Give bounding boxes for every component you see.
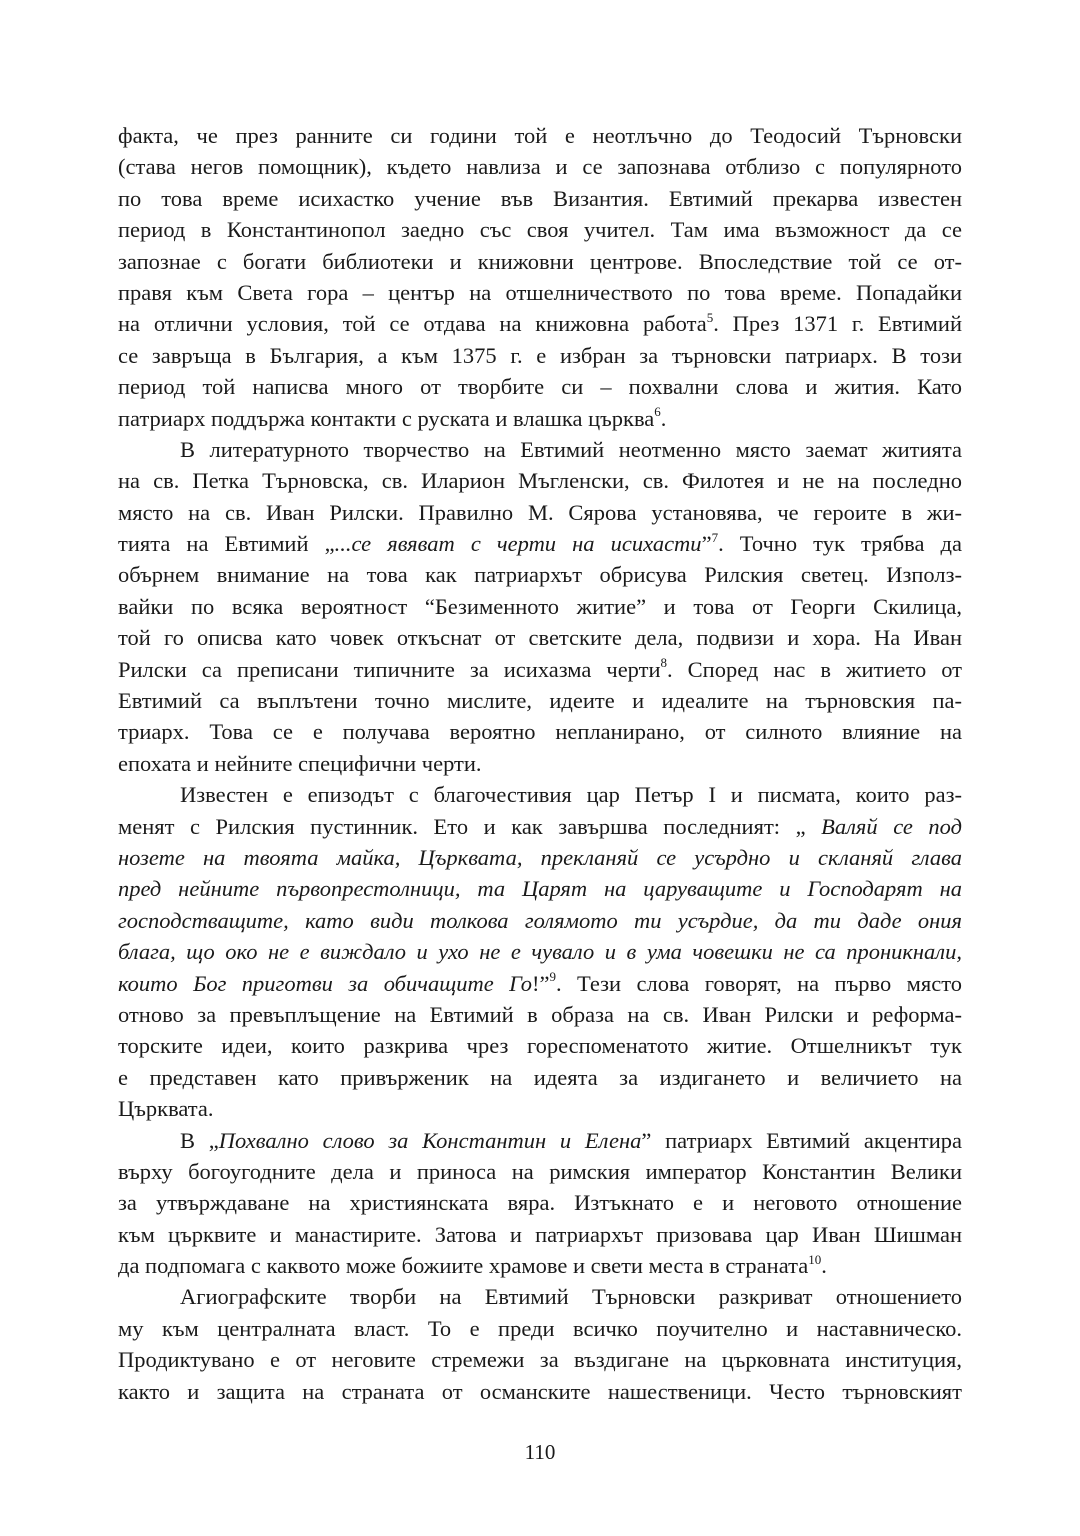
text-run: да подпомага с каквото може божиите храмове и свети места в страната [118,1253,809,1279]
text-line [118,497,962,528]
text-line [118,1313,962,1344]
footnote-ref: 8 [660,655,668,671]
text-run: В „ [180,1127,219,1153]
text-run: епохата и нейните специфични черти. [118,750,482,776]
text-run: към църквите и манастирите. Затова и патриархът призовава цар Иван Шишман [118,1221,962,1247]
text-line [118,1281,962,1312]
text-run: за утвърждаване на християнската вяра. Изтъкнато е и неговото отношение [118,1190,962,1216]
text-run: . Според нас в житието от [667,656,962,682]
italic-text: Похвално слово за Константин и Елена [218,1127,642,1153]
text-line [118,559,962,590]
text-run: Продиктувано е от неговите стремежи за въздигане на църковната институция, [118,1347,962,1373]
text-run: по това време исихастко учение във Византия. Евтимий прекарва известен [118,185,962,211]
italic-text: ...се явяват с черти на исихасти [334,531,702,557]
text-line [118,779,962,810]
text-run: . [660,405,667,431]
text-line [118,873,962,904]
text-line [118,999,962,1030]
text-run: обърнем внимание на това как патриархът обрисува Рилския светец. Използ- [118,562,962,588]
body-text [118,120,962,1407]
page-number: 110 [524,1440,556,1464]
italic-text: блага, що око не е виждало и ухо не е чувало и в ума човешки не са проникнали, [118,939,962,965]
italic-text: пред нейните първопрестолници, та Царят на царуващите и Господарят на [118,876,962,902]
text-run: на св. Петка Търновска, св. Иларион Мъгленски, св. Филотея и не на последно [118,468,962,494]
text-run: правя към Света гора – център на отшелничеството по това време. Попадайки [118,279,962,305]
text-line [118,1093,962,1124]
text-run: . Тези слова говорят, на първо място [555,970,962,996]
text-run: на отлични условия, той се отдава на книжовна работа [118,311,707,337]
text-line [118,1376,962,1407]
text-run: !” [531,970,550,996]
text-run: . Точно тук трябва да [718,531,962,557]
text-line [118,277,962,308]
text-run: период в Константинопол заедно със своя учител. Там има възможност да се [118,217,962,243]
text-run: Известен е епизодът с благочестивия цар Петър I и писмата, които раз- [180,782,962,808]
text-line [118,1156,962,1187]
text-run: тията на Евтимий „ [118,531,335,557]
text-line [118,403,962,434]
text-run: (става негов помощник), където навлиза и се запознава отблизо с популярното [118,154,962,180]
text-run: В литературното творчество на Евтимий неотменно място заемат житията [180,436,962,462]
text-line [118,1187,962,1218]
text-line [118,748,962,779]
footnote-ref: 9 [549,969,556,985]
text-line [118,308,962,339]
text-run: ” [701,531,712,557]
text-run: му към централната власт. То е преди всичко поучително и наставническо. [118,1315,962,1341]
paragraph [118,1125,962,1282]
text-line [118,465,962,496]
text-line [118,685,962,716]
text-run: върху богоугодните дела и приноса на римския император Константин Велики [118,1158,962,1184]
paragraph [118,779,962,1124]
text-run: се завръща в България, а към 1375 г. е избран за търновски патриарх. В този [118,342,962,368]
text-run: място на св. Иван Рилски. Правилно М. Сярова установява, че героите в жи- [118,499,962,525]
italic-text: Валяй се под [821,813,963,839]
text-run: е представен като привърженик на идеята за издигането и величието на [118,1064,962,1090]
text-run: триарх. Това се е получава вероятно непланирано, от силното влияние на [118,719,962,745]
text-line [118,968,962,999]
text-line [118,936,962,967]
text-line [118,905,962,936]
text-line [118,1030,962,1061]
paragraph [118,1281,962,1407]
text-run: вайки по всяка вероятност “Безименното житие” и това от Георги Скилица, [118,593,962,619]
text-run: Църквата. [118,1096,214,1122]
text-line [118,591,962,622]
italic-text: нозете на твоята майка, Църквата, прекланяй се усърдно и скланяй глава [118,844,962,870]
text-run: факта, че през ранните си години той е неотлъчно до Теодосий Търновски [118,123,962,148]
text-run: . [821,1253,827,1279]
text-run: както и защита на страната от османските нашественици. Често търновският [118,1378,962,1404]
text-line [118,1125,962,1156]
text-line [118,434,962,465]
italic-text: господстващите, като види толкова голямото ти усърдие, да ти даде ония [118,907,962,933]
text-line [118,340,962,371]
text-line [118,120,962,151]
footnote-ref: 5 [706,309,714,325]
text-run: ” патриарх Евтимий акцентира [641,1127,962,1153]
text-run: той го описва като човек откъснат от светските дела, подвизи и хора. На Иван [118,625,962,651]
text-line [118,371,962,402]
text-run: патриарх поддържа контакти с руската и влашка църква [118,405,655,431]
footnote-ref: 6 [654,404,661,420]
text-run: Евтимий са въплътени точно мислите, идеите и идеалите на търновския па- [118,688,962,714]
text-run: менят с Рилския пустинник. Ето и как завършва последният: „ [118,813,822,839]
text-line [118,1062,962,1093]
text-line [118,622,962,653]
italic-text: които Бог приготви за обичащите Го [118,970,532,996]
text-run: . През 1371 г. Евтимий [713,311,962,337]
text-line [118,842,962,873]
text-run: период той написва много от творбите си – похвални слова и жития. Като [118,374,962,400]
text-line [118,811,962,842]
text-line [118,1219,962,1250]
text-line [118,151,962,182]
text-line [118,183,962,214]
text-line [118,1250,962,1281]
text-line [118,246,962,277]
paragraph [118,434,962,779]
text-line [118,716,962,747]
text-run: запознае с богати библиотеки и книжовни центрове. Впоследствие той се от- [118,248,962,274]
text-run: отново за превъплъщение на Евтимий в образа на св. Иван Рилски и реформа- [118,1001,962,1027]
footnote-ref: 7 [711,529,719,545]
paragraph [118,120,962,434]
text-run: Агиографските творби на Евтимий Търновски разкриват отношението [180,1284,962,1310]
text-line [118,1344,962,1375]
text-run: Рилски са преписани типичните за исихазма черти [118,656,661,682]
footnote-ref: 10 [808,1251,822,1267]
text-line [118,654,962,685]
text-line [118,214,962,245]
text-run: торските идеи, които разкрива чрез гореспоменатото житие. Отшелникът тук [118,1033,962,1059]
text-line [118,528,962,559]
